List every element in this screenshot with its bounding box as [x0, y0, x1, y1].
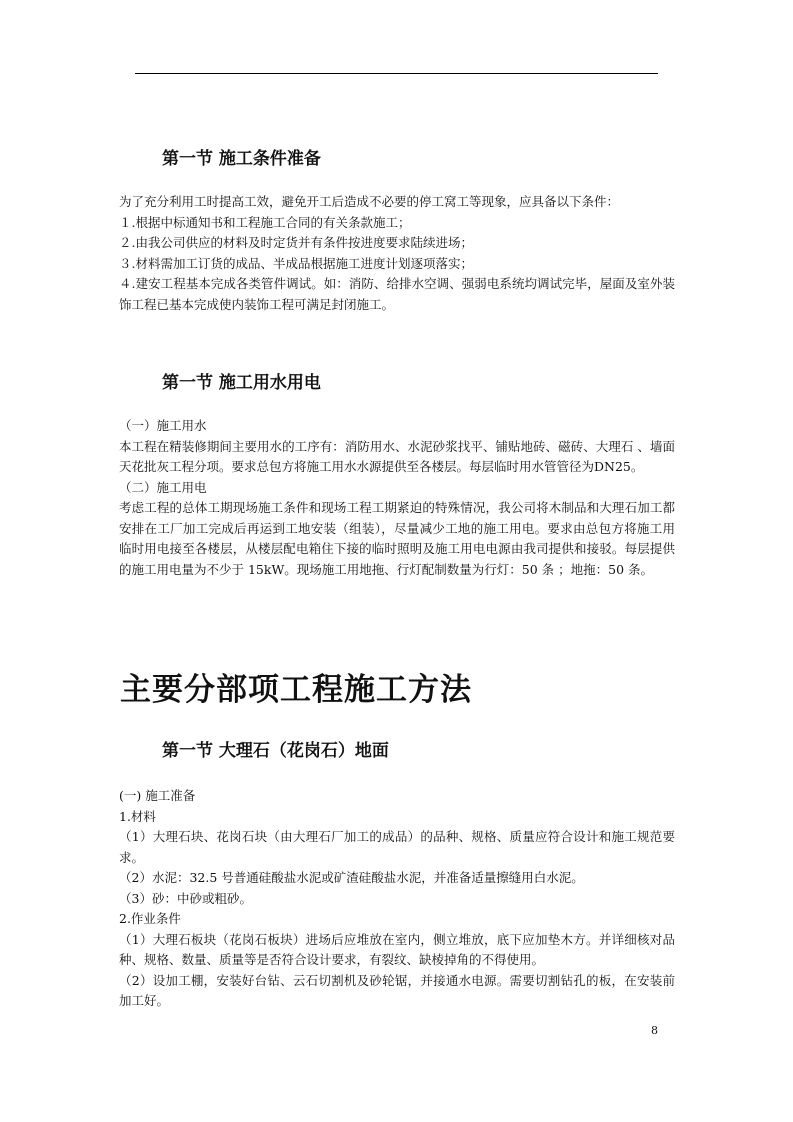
list-item: （2）水泥：32.5 号普通硅酸盐水泥或矿渣硅酸盐水泥，并准备适量擦缝用白水泥。	[119, 870, 584, 885]
section-body-marble-floor	[119, 786, 675, 1012]
paragraph: 为了充分利用工时提高工效，避免开工后造成不必要的停工窝工等现象，应具备以下条件：	[119, 194, 620, 209]
paragraph: 本工程在精装修期间主要用水的工序有：消防用水、水泥砂浆找平、铺贴地砖、磁砖、大理石 、墙面天花批灰工程分项。要求总包方将施工用水水源提供至各楼层。每层临时用水管管径为DN25。	[119, 438, 675, 474]
list-item: （3）砂：中砂或粗砂。	[119, 890, 252, 906]
subheading: 1.材料	[119, 808, 156, 824]
list-item: （1）大理石块、花岗石块（由大理石厂加工的成品）的品种、规格、质量应符合设计和施工规范要求。	[119, 829, 675, 865]
list-item: ３.材料需加工订货的成品、半成品根据施工进度计划逐项落实；	[119, 255, 473, 271]
header-rule	[135, 73, 658, 74]
subheading: (一) 施工准备	[119, 788, 196, 803]
list-item: ２.由我公司供应的材料及时定货并有条件按进度要求陆续进场；	[119, 235, 473, 250]
chapter-heading: 主要分部项工程施工方法	[120, 672, 472, 708]
section-body-water-electricity	[119, 416, 675, 580]
section-body-construction-conditions	[119, 192, 675, 315]
list-item: ４.建安工程基本完成各类管件调试。如：消防、给排水空调、强弱电系统均调试完毕，屋面及室外装饰工程已基本完成使内装饰工程可满足封闭施工。	[119, 276, 675, 312]
paragraph: 考虑工程的总体工期现场施工条件和现场工程工期紧迫的特殊情况，我公司将木制品和大理石加工都安排在工厂加工完成后再运到工地安装（组装），尽量减少工地的施工用电。要求由总包方将施工用临时用电接至各楼层，从楼层配电箱住下接的临时照明及施工用电电源由我司提供和接驳。每层提供的施工用电量为不少于 15kW。现场施工用地拖、行灯配制数量为行灯：50 条 ；地拖：50 条。	[119, 500, 675, 577]
subheading: （一）施工用水	[119, 418, 207, 433]
subheading: 2.作业条件	[119, 911, 181, 926]
section-heading-marble-floor: 第一节 大理石（花岗石）地面	[162, 741, 389, 761]
section-heading-water-electricity: 第一节 施工用水用电	[162, 373, 321, 393]
subheading: （二）施工用电	[119, 479, 207, 495]
section-heading-construction-conditions: 第一节 施工条件准备	[162, 149, 321, 169]
list-item: １.根据中标通知书和工程施工合同的有关条款施工；	[119, 214, 411, 230]
page-number: 8	[651, 1024, 658, 1037]
list-item: （2）设加工棚，安装好台钻、云石切割机及砂轮锯，并接通水电源。需要切割钻孔的板，在安装前加工好。	[119, 972, 675, 1008]
list-item: （1）大理石板块（花岗石板块）进场后应堆放在室内，侧立堆放，底下应加垫木方。并详细核对品种、规格、数量、质量等是否符合设计要求，有裂纹、缺棱掉角的不得使用。	[119, 931, 675, 967]
